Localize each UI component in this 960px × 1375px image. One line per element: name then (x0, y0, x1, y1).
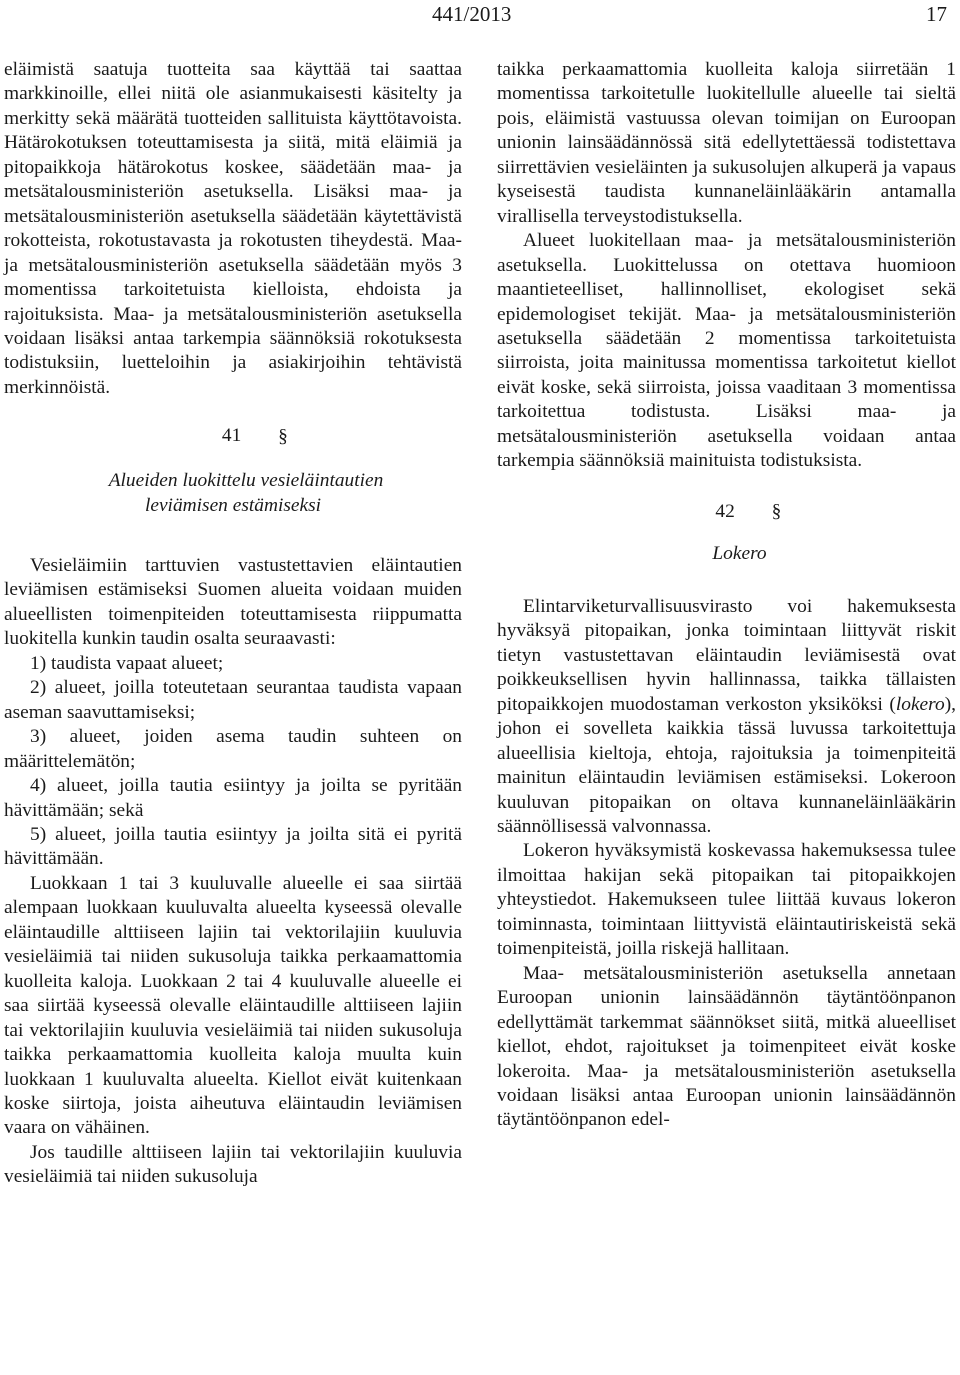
list-item: 1) taudista vapaat alueet; (30, 652, 224, 674)
paragraph: Luokkaan 1 tai 3 kuuluvalle alueelle ei saa siirtää alempaan luokkaan kuuluvalta alueelta kyseessä olevalle eläintaudille alttiiseen lajiin tai vektorilajiin kuuluvia vesieläimiä tai niiden sukusoluja taikka perkaamattomia kuolleita kaloja. Luokkaan 2 tai 4 kuuluvalle alueelle ei saa siirtää kyseessä olevalle eläintaudille alttiiseen lajiin tai vektorilajiin kuuluvia vesieläimiä tai niiden sukusoluja taikka perkaamattomia kuolleita kaloja muulta kuin luokkaan 1 kuuluvalta alueelta. Kiellot eivät kuitenkaan koske siirtoja, joista aiheutuva eläintaudin leviämisen vaara on vähäinen. (4, 872, 462, 1139)
italic-term: lokero (895, 693, 945, 715)
list-item: 4) alueet, joilla tautia esiintyy ja joilta se pyritään hävittämään; sekä (4, 775, 462, 821)
page-header (0, 0, 960, 30)
section-number: 41 (221, 425, 242, 447)
left-column (4, 58, 462, 1190)
paragraph-continuation: taikka perkaamattomia kuolleita kaloja siirretään 1 momentissa tarkoitetulle luokitellulle alueelle tai sieltä pois, eläimistä vastuussa olevan toimijan on Euroopan unionin lainsäädännössä sitä edellytettäessä todistettava siirrettävien vesieläinten ja sukusolujen alkuperä ja vapaus kyseisestä taudista kunnaneläinlääkärin antamalla virallisella terveystodistuksella. (497, 59, 956, 227)
section-title-line: Alueiden luokittelu vesieläintautien (108, 470, 384, 492)
paragraph-text: Elintarviketurvallisuusvirasto voi hakemuksesta hyväksyä pitopaikan, jonka toimintaan liittyvät riskit tietyn vastustettavan eläintaudin leviämisestä ovat poikkeuksellisen hyvin hallinnassa, taikka tällaisten pitopaikkojen muodostaman verkoston yksiköksi ( (497, 595, 956, 715)
spacer (4, 449, 462, 469)
section-41-heading (4, 424, 462, 449)
paragraph: Lokeron hyväksymistä koskevassa hakemuksessa tulee ilmoittaa hakijan sekä pitopaikan tai pitopaikkojen yhteystiedot. Hakemukseen tulee liittää kuvaus lokeron toiminnasta, toimintaan liittyvistä eläintautiriskeistä sekä toimenpiteistä, joilla riskejä hallitaan. (497, 840, 956, 960)
list-item: 5) alueet, joilla tautia esiintyy ja joilta sitä ei pyritä hävittämään. (4, 824, 462, 870)
section-42-heading (497, 500, 956, 525)
page-number: 17 (926, 2, 947, 26)
paragraph: Alueet luokitellaan maa- ja metsätalousministeriön asetuksella. Luokittelussa on otettava huomioon maantieteelliset, hallinnolliset, ekologiset sekä epidemologiset tekijät. Maa- ja metsätalousministeriön asetuksella säädetään 2 momentissa tarkoitetuista siirroista, joita mainitussa momentissa tarkoitetut kiellot eivät koske, sekä siirroista, joissa vaaditaan 3 momentissa tarkoitettua todistusta. Lisäksi maa- ja metsätalousministeriön asetuksella voidaan antaa tarkempia säännöksiä mainituista todistuksista. (497, 230, 956, 472)
paragraph: Jos taudille alttiiseen lajiin tai vektorilajiin kuuluvia vesieläimiä tai niiden sukusoluja (4, 1141, 462, 1188)
right-column (497, 58, 956, 1133)
section-title-line: leviämisen estämiseksi (144, 494, 322, 516)
spacer (497, 524, 956, 542)
paragraph: Maa- metsätalousministeriön asetuksella annetaan Euroopan unionin lainsäädännön täytäntöönpanon edellyttämät tarkemmat säännökset siitä, mitkä alueelliset kiellot, ehdot, rajoitukset ja toimenpiteet eivät koske lokeroita. Maa- ja metsätalousministeriön asetuksella voidaan lisäksi antaa Euroopan unionin lainsäädännön täytäntöönpanon edel- (497, 962, 956, 1131)
section-sign: § (771, 501, 782, 523)
paragraph (497, 595, 956, 840)
paragraph: Vesieläimiin tarttuvien vastustettavien eläintautien leviämisen estämiseksi Suomen alueita voidaan muiden alueellisten toimenpiteiden toteuttamisesta riippumatta luokitella kunkin taudin osalta seuraavasti: (4, 555, 462, 650)
section-sign: § (278, 425, 288, 447)
section-number: 42 (715, 500, 735, 522)
document-number: 441/2013 (432, 2, 512, 26)
list-item: 3) alueet, joiden asema taudin suhteen on määrittelemätön; (4, 726, 462, 772)
spacer (4, 518, 462, 554)
list-item: 2) alueet, joilla toteutetaan seurantaa taudista vapaan aseman saavuttamiseksi; (4, 677, 462, 723)
paragraph-text: ), johon ei sovelleta kaikkia tässä luvussa tarkoitettuja alueellisia kieltoja, ehtoja, rajoituksia ja toimenpiteitä mainitun eläintaudin leviämisen estämiseksi. Lokeroon kuuluvan pitopaikan on oltava kunnaneläinlääkärin säännöllisessä valvonnassa. (497, 693, 956, 837)
spacer (4, 400, 462, 424)
paragraph-continuation: eläimistä saatuja tuotteita saa käyttää tai saattaa markkinoille, ellei niitä ole asianmukaisesti käsitelty ja merkitty sekä määrätä tuotteiden sallituista käyttötavoista. Hätärokotuksen toteuttamisesta ja siitä, mitä eläimiä ja pitopaikkoja hätärokotus koskee, säädetään maa- ja metsätalousministeriön asetuksella. Lisäksi maa- ja metsätalousministeriön asetuksella säädetään käytettävistä rokotteista, rokotustavasta ja rokotusten tiheydestä. Maa- ja metsätalousministeriön asetuksella säädetään myös 3 momentissa tarkoitetuista kielloista, ehdoista ja rajoituksista. Maa- ja metsätalousministeriön asetuksella voidaan lisäksi antaa tarkempia säännöksiä rokotuksesta todistuksiin, luetteloihin ja asiakirjoihin tehtävistä merkinnöistä. (4, 59, 462, 398)
section-41-title (4, 469, 462, 518)
spacer (497, 474, 956, 500)
section-42-title: Lokero (712, 543, 767, 565)
spacer (497, 567, 956, 595)
